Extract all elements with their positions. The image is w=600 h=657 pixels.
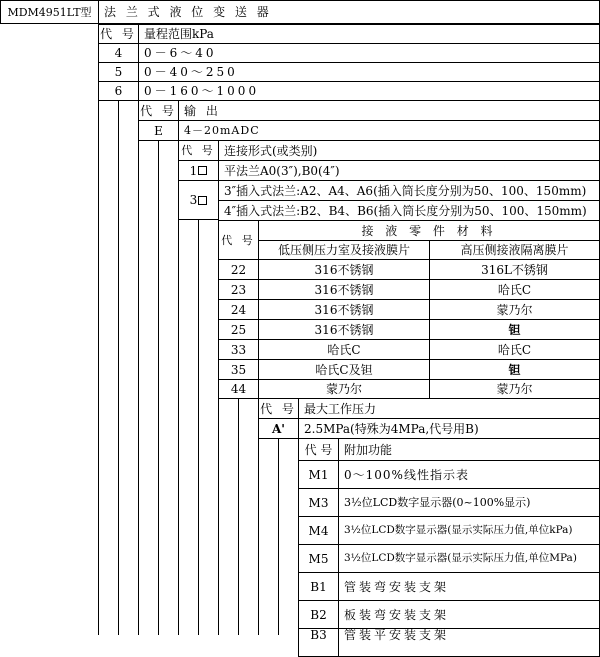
material-low: 蒙乃尔 xyxy=(258,379,430,399)
extras-value: 3½位LCD数字显示器(显示实际压力值,单位MPa) xyxy=(338,544,600,573)
material-high: 316L不锈钢 xyxy=(429,259,600,280)
extras-value: 管装平安装支架 xyxy=(338,628,600,657)
material-low: 哈氏C及钽 xyxy=(258,359,430,380)
connection-code-3 xyxy=(178,180,219,220)
connector-line xyxy=(178,160,179,635)
material-high: 蒙乃尔 xyxy=(429,379,600,399)
material-high: 钽 xyxy=(429,319,600,340)
material-low: 316不锈钢 xyxy=(258,299,430,320)
connector-line xyxy=(198,180,199,635)
material-low: 316不锈钢 xyxy=(258,319,430,340)
pressure-code: A' xyxy=(258,418,299,439)
material-code: 25 xyxy=(218,319,259,340)
model-cell: MDM4951LT型 xyxy=(0,0,99,24)
extras-value: 板装弯安装支架 xyxy=(338,600,600,629)
checkbox-square-icon xyxy=(198,166,207,175)
connector-line xyxy=(158,140,159,635)
extras-code: M4 xyxy=(298,516,339,545)
connection-title: 连接形式(或类别) xyxy=(218,140,600,161)
material-high: 哈氏C xyxy=(429,339,600,360)
material-high-header: 高压侧接液隔离膜片 xyxy=(429,240,600,260)
material-title: 接 液 零 件 材 料 xyxy=(258,220,600,241)
extras-code: B1 xyxy=(298,572,339,601)
material-high: 钽 xyxy=(429,359,600,380)
extras-title: 附加功能 xyxy=(338,438,600,461)
connection-value: 4″插入式法兰:B2、B4、B6(插入筒长度分别为50、100、150mm) xyxy=(218,200,600,221)
material-code-header: 代 号 xyxy=(218,220,259,260)
material-code: 35 xyxy=(218,359,259,380)
material-low: 316不锈钢 xyxy=(258,259,430,280)
output-code: E xyxy=(138,120,179,141)
connector-line xyxy=(138,120,139,635)
pressure-title: 最大工作压力 xyxy=(298,398,600,419)
material-high: 蒙乃尔 xyxy=(429,299,600,320)
connector-line xyxy=(258,418,259,635)
checkbox-square-icon xyxy=(198,196,207,205)
extras-code: M3 xyxy=(298,488,339,517)
range-title: 量程范围kPa xyxy=(138,24,600,44)
output-title: 输 出 xyxy=(178,100,600,121)
range-value: 0－40～250 xyxy=(138,62,600,82)
connector-line xyxy=(98,24,99,635)
range-code-header: 代 号 xyxy=(98,24,139,44)
pressure-code-header: 代 号 xyxy=(258,398,299,419)
connection-code: 3 xyxy=(189,193,198,207)
material-high: 哈氏C xyxy=(429,279,600,300)
extras-code: M5 xyxy=(298,544,339,573)
range-code: 6 xyxy=(98,81,139,101)
extras-value: 3½位LCD数字显示器(0~100%显示) xyxy=(338,488,600,517)
material-code: 33 xyxy=(218,339,259,360)
connection-code-header: 代 号 xyxy=(178,140,219,161)
extras-value: 管装弯安装支架 xyxy=(338,572,600,601)
connection-code-1 xyxy=(178,160,219,181)
extras-code: B2 xyxy=(298,600,339,629)
material-code: 23 xyxy=(218,279,259,300)
material-low: 哈氏C xyxy=(258,339,430,360)
connection-value: 平法兰A0(3″),B0(4″) xyxy=(218,160,600,181)
extras-code: B3 xyxy=(298,628,339,657)
output-value: 4－20mADC xyxy=(178,120,600,141)
material-code: 24 xyxy=(218,299,259,320)
extras-value: 3½位LCD数字显示器(显示实际压力值,单位kPa) xyxy=(338,516,600,545)
material-code: 22 xyxy=(218,259,259,280)
connection-value: 3″插入式法兰:A2、A4、A6(插入筒长度分别为50、100、150mm) xyxy=(218,180,600,201)
material-low-header: 低压侧压力室及接液膜片 xyxy=(258,240,430,260)
range-code: 5 xyxy=(98,62,139,82)
range-value: 0－160～1000 xyxy=(138,81,600,101)
connector-line xyxy=(238,398,239,635)
product-name: 法 兰 式 液 位 变 送 器 xyxy=(98,0,600,24)
material-code: 44 xyxy=(218,379,259,399)
range-value: 0－6～40 xyxy=(138,43,600,63)
range-code: 4 xyxy=(98,43,139,63)
extras-code-header: 代 号 xyxy=(298,438,339,461)
output-code-header: 代 号 xyxy=(138,100,179,121)
material-low: 316不锈钢 xyxy=(258,279,430,300)
extras-code: M1 xyxy=(298,460,339,489)
connector-line xyxy=(118,100,119,635)
connection-code: 1 xyxy=(189,163,198,178)
pressure-value: 2.5MPa(特殊为4MPa,代号用B) xyxy=(298,418,600,439)
connector-line xyxy=(278,438,279,635)
extras-value: 0～100%线性指示表 xyxy=(338,460,600,489)
